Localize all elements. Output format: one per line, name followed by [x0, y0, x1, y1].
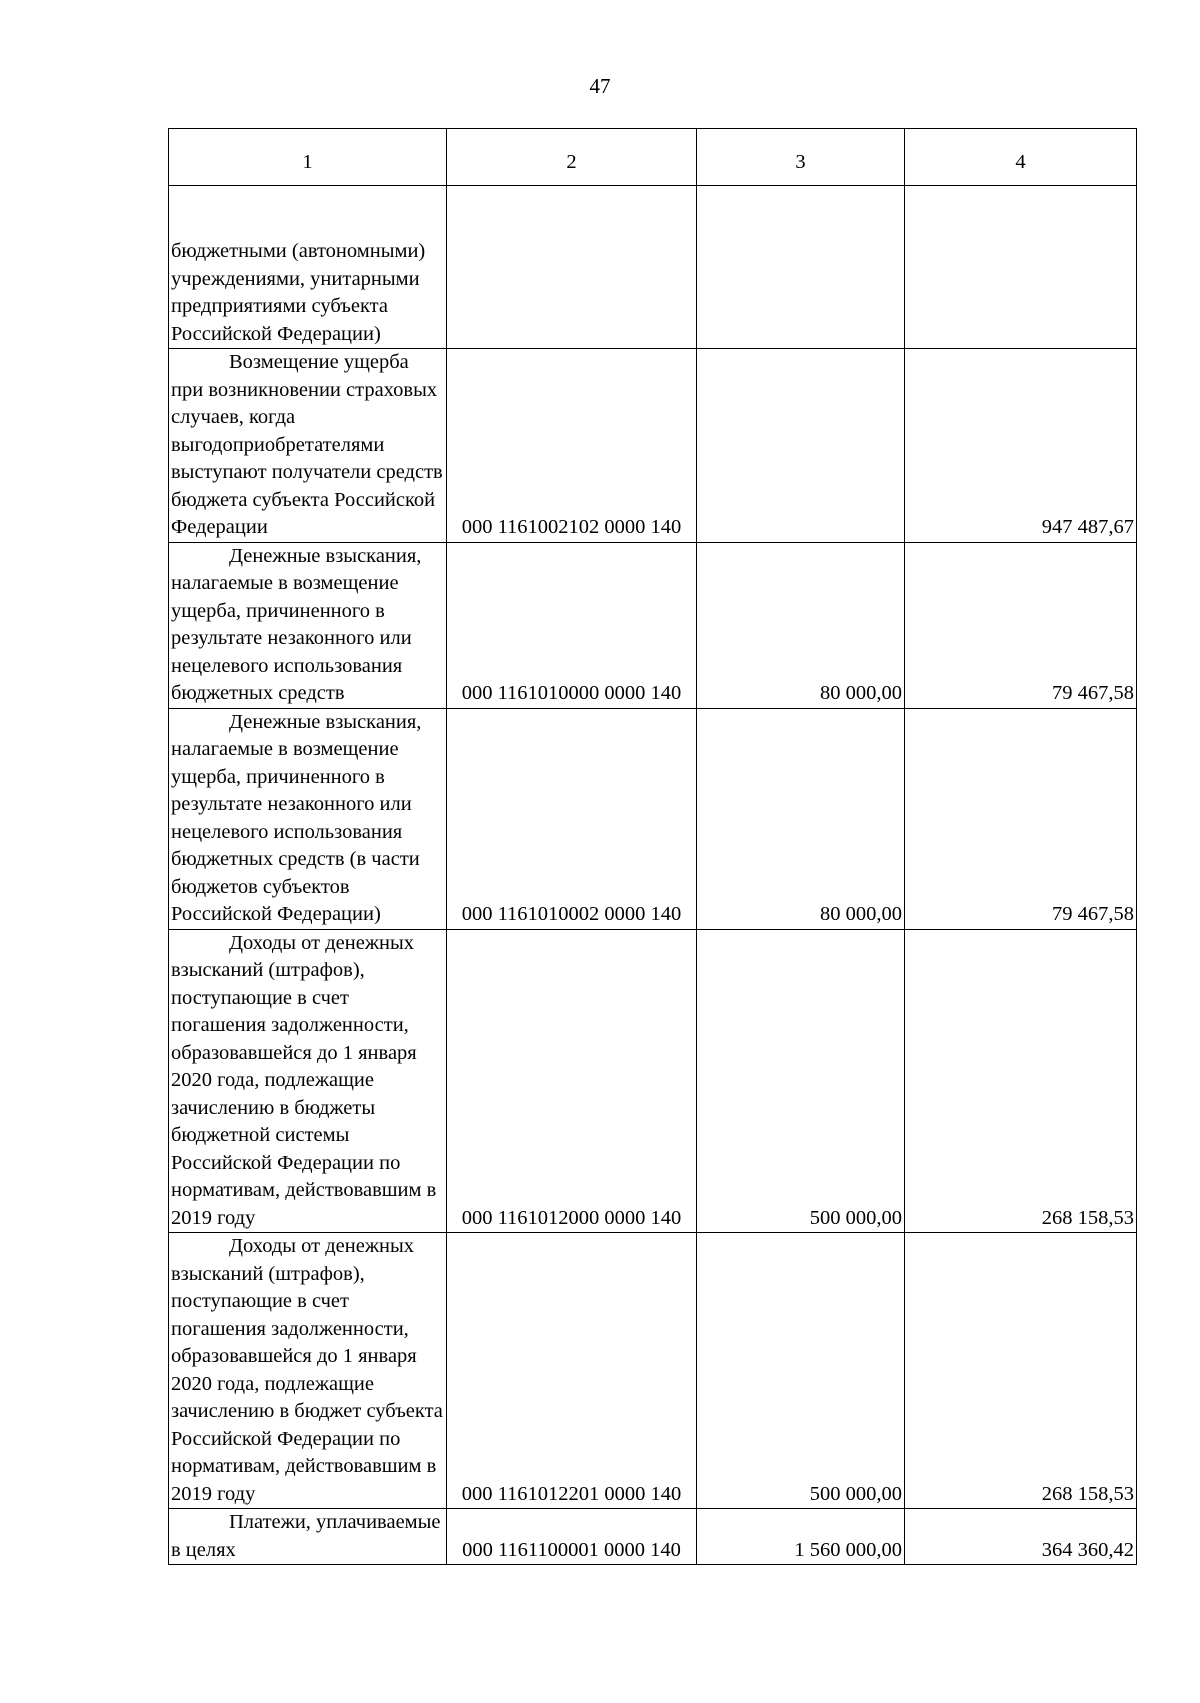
- table-row: [169, 542, 1137, 708]
- row-name: Доходы от денежных взысканий (штрафов), поступающие в счет погашения задолженности, образовавшейся до 1 января 2020 года, подлежащие зачислению в бюджет субъекта Российской Федерации по нормативам, действовавшим в 2019 году: [171, 1235, 443, 1505]
- row-actual: 79 467,58: [905, 708, 1137, 929]
- row-plan: [697, 186, 905, 349]
- row-name: Возмещение ущерба при возникновении страховых случаев, когда выгодоприобретателями выступают получатели средств бюджета субъекта Российской Федерации: [171, 351, 443, 538]
- page-number: 47: [589, 74, 611, 98]
- header-col-3: 3: [697, 129, 905, 186]
- row-code: [447, 186, 697, 349]
- row-name: Платежи, уплачиваемые в целях: [171, 1511, 441, 1561]
- row-name: бюджетными (автономными) учреждениями, унитарными предприятиями субъекта Российской Федерации): [169, 186, 447, 349]
- table-row: [169, 708, 1137, 929]
- row-actual: 364 360,42: [905, 1509, 1137, 1565]
- table-header-row: [169, 129, 1137, 186]
- table-row: [169, 1509, 1137, 1565]
- row-plan: 500 000,00: [697, 929, 905, 1233]
- table-row: [169, 349, 1137, 543]
- header-col-4: 4: [905, 129, 1137, 186]
- row-plan: [697, 349, 905, 543]
- row-actual: 268 158,53: [905, 1233, 1137, 1509]
- row-actual: 79 467,58: [905, 542, 1137, 708]
- row-code: 000 1161002102 0000 140: [447, 349, 697, 543]
- row-actual: [905, 186, 1137, 349]
- table-row: [169, 186, 1137, 349]
- row-actual: 947 487,67: [905, 349, 1137, 543]
- row-name: Доходы от денежных взысканий (штрафов), поступающие в счет погашения задолженности, образовавшейся до 1 января 2020 года, подлежащие зачислению в бюджеты бюджетной системы Российской Федерации по нормативам, действовавшим в 2019 году: [171, 931, 437, 1229]
- header-col-1: 1: [169, 129, 447, 186]
- table-row: [169, 1233, 1137, 1509]
- row-plan: 80 000,00: [697, 708, 905, 929]
- row-plan: 80 000,00: [697, 542, 905, 708]
- row-code: 000 1161012000 0000 140: [447, 929, 697, 1233]
- row-name: Денежные взыскания, налагаемые в возмещение ущерба, причиненного в результате незаконного или нецелевого использования бюджетных средств: [171, 544, 422, 704]
- row-plan: 500 000,00: [697, 1233, 905, 1509]
- row-code: 000 1161012201 0000 140: [447, 1233, 697, 1509]
- row-code: 000 1161010000 0000 140: [447, 542, 697, 708]
- header-col-2: 2: [447, 129, 697, 186]
- row-name: Денежные взыскания, налагаемые в возмещение ущерба, причиненного в результате незаконного или нецелевого использования бюджетных средств (в части бюджетов субъектов Российской Федерации): [171, 710, 422, 925]
- row-code: 000 1161100001 0000 140: [447, 1509, 697, 1565]
- table-row: [169, 929, 1137, 1233]
- row-plan: 1 560 000,00: [697, 1509, 905, 1565]
- row-code: 000 1161010002 0000 140: [447, 708, 697, 929]
- budget-table: [168, 128, 1137, 1565]
- row-actual: 268 158,53: [905, 929, 1137, 1233]
